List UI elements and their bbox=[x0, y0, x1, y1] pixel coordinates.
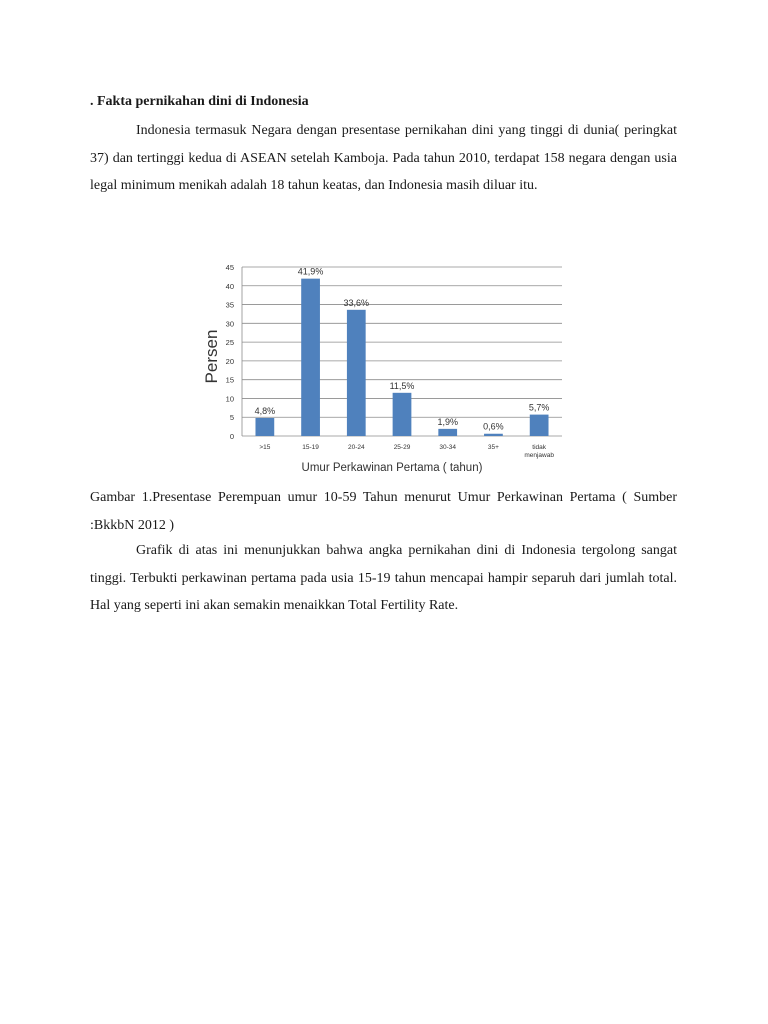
y-tick-label: 45 bbox=[225, 263, 234, 272]
y-tick-label: 40 bbox=[225, 281, 234, 291]
y-tick-label: 30 bbox=[225, 319, 234, 329]
data-label: 41,9% bbox=[297, 266, 324, 277]
data-label: 0,6% bbox=[483, 421, 504, 432]
section-heading: . Fakta pernikahan dini di Indonesia bbox=[90, 94, 309, 109]
x-tick-label bbox=[524, 444, 554, 459]
x-tick-label: 15-19 bbox=[302, 444, 319, 451]
paragraph-intro bbox=[90, 117, 677, 200]
figure-caption: Gambar 1.Presentase Perempuan umur 10-59 Tahun menurut Umur Perkawinan Pertama ( Sumber :BkkbN 2012 ) bbox=[90, 490, 677, 533]
x-tick-label-line: menjawab bbox=[524, 452, 554, 459]
bar-2 bbox=[347, 310, 366, 436]
y-tick-label: 5 bbox=[229, 413, 234, 423]
x-axis-title: Umur Perkawinan Pertama ( tahun) bbox=[301, 462, 483, 474]
bar-1 bbox=[301, 279, 320, 436]
bar-chart bbox=[198, 258, 578, 480]
y-tick-label: 0 bbox=[229, 432, 234, 441]
bar-chart-svg bbox=[198, 258, 578, 480]
paragraph-analysis-text: Grafik di atas ini menunjukkan bahwa angka pernikahan dini di Indonesia tergolong sangat tinggi. Terbukti perkawinan pertama pada usia 15-19 tahun mencapai hampir separuh dari jumlah total. Hal yang seperti ini akan semakin menaikkan Total Fertility Rate. bbox=[90, 543, 677, 613]
y-axis-title: Persen bbox=[202, 329, 221, 384]
data-label: 11,5% bbox=[389, 380, 415, 391]
bar-6 bbox=[530, 415, 549, 436]
y-tick-label: 15 bbox=[225, 375, 234, 385]
x-tick-label: >15 bbox=[259, 444, 271, 451]
x-tick-label: 25-29 bbox=[393, 444, 411, 451]
bar-4 bbox=[438, 429, 457, 436]
data-label: 5,7% bbox=[528, 402, 550, 413]
paragraph-analysis bbox=[90, 537, 677, 620]
x-tick-label-line: tidak bbox=[532, 444, 547, 451]
x-tick-label: 30-34 bbox=[439, 444, 457, 451]
bar-0 bbox=[255, 418, 274, 436]
y-tick-label: 20 bbox=[225, 356, 234, 366]
y-tick-label: 10 bbox=[225, 394, 234, 404]
bar-5 bbox=[484, 434, 503, 436]
y-tick-label: 25 bbox=[225, 338, 234, 348]
bar-3 bbox=[393, 393, 412, 436]
x-tick-label: 20-24 bbox=[347, 444, 365, 451]
y-tick-label: 35 bbox=[225, 300, 234, 310]
data-label: 4,8% bbox=[254, 405, 276, 416]
data-label: 1,9% bbox=[437, 416, 458, 427]
x-tick-label: 35+ bbox=[487, 444, 499, 451]
data-label: 33,6% bbox=[343, 297, 370, 308]
paragraph-intro-text: Indonesia termasuk Negara dengan presentase pernikahan dini yang tinggi di dunia( peringkat 37) dan tertinggi kedua di ASEAN setelah Kamboja. Pada tahun 2010, terdapat 158 negara dengan usia legal minimum menikah adalah 18 tahun keatas, dan Indonesia masih diluar itu. bbox=[90, 123, 677, 193]
